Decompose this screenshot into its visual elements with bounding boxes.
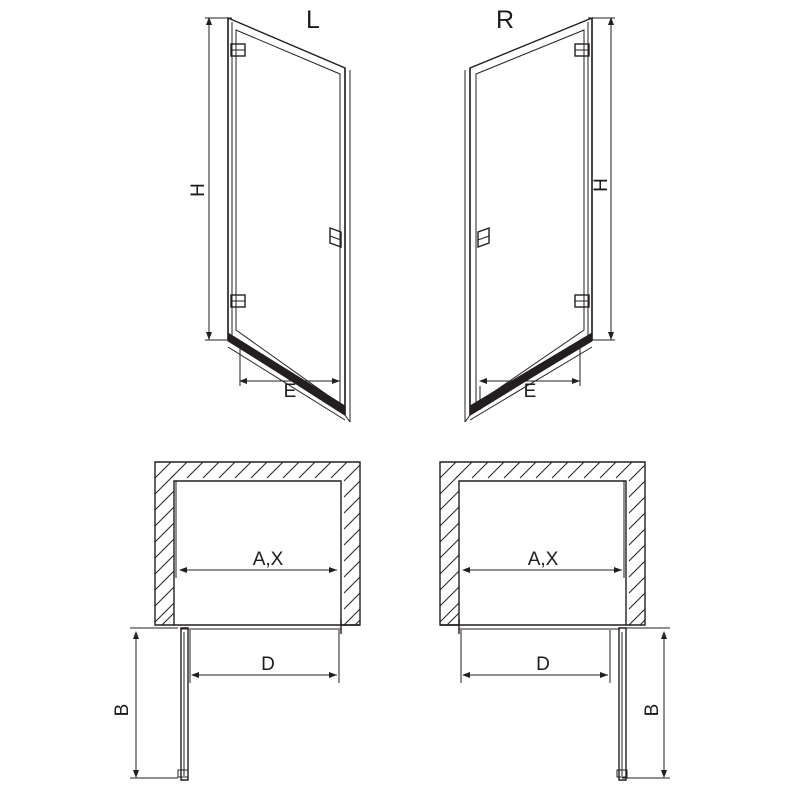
elevation-left-view [188, 6, 350, 422]
elevation-left-handle-detail [330, 236, 341, 240]
elevation-left-panel [228, 18, 345, 415]
variant-label-right: R [495, 6, 515, 34]
dim-label-AX-left: A,X [252, 549, 284, 570]
dim-label-height-right: H [591, 178, 612, 192]
elevation-right-panel [470, 18, 592, 415]
elevation-left-edge-foot [345, 415, 350, 422]
plan-right-wall-hatch [440, 462, 645, 625]
dim-label-width-right: E [523, 381, 537, 402]
dim-label-D-left: D [261, 654, 275, 675]
plan-right-wall [440, 462, 645, 625]
plan-left-view [112, 462, 360, 780]
plan-right-view [440, 462, 670, 780]
elevation-right-edge-foot [465, 415, 470, 422]
elevation-right-handle-detail [478, 236, 489, 240]
plan-left-wall-hatch [155, 462, 360, 625]
dim-label-D-right: D [536, 654, 550, 675]
dim-label-AX-right: A,X [527, 549, 559, 570]
dim-label-B-right: B [642, 703, 663, 717]
plan-left-door-foot [178, 770, 188, 777]
elevation-right-view [465, 6, 615, 422]
dim-label-height-left: H [188, 183, 209, 197]
plan-left-wall [155, 462, 360, 625]
dim-label-width-left: E [283, 381, 297, 402]
dim-label-B-left: B [112, 703, 133, 717]
variant-label-left: L [306, 6, 320, 34]
